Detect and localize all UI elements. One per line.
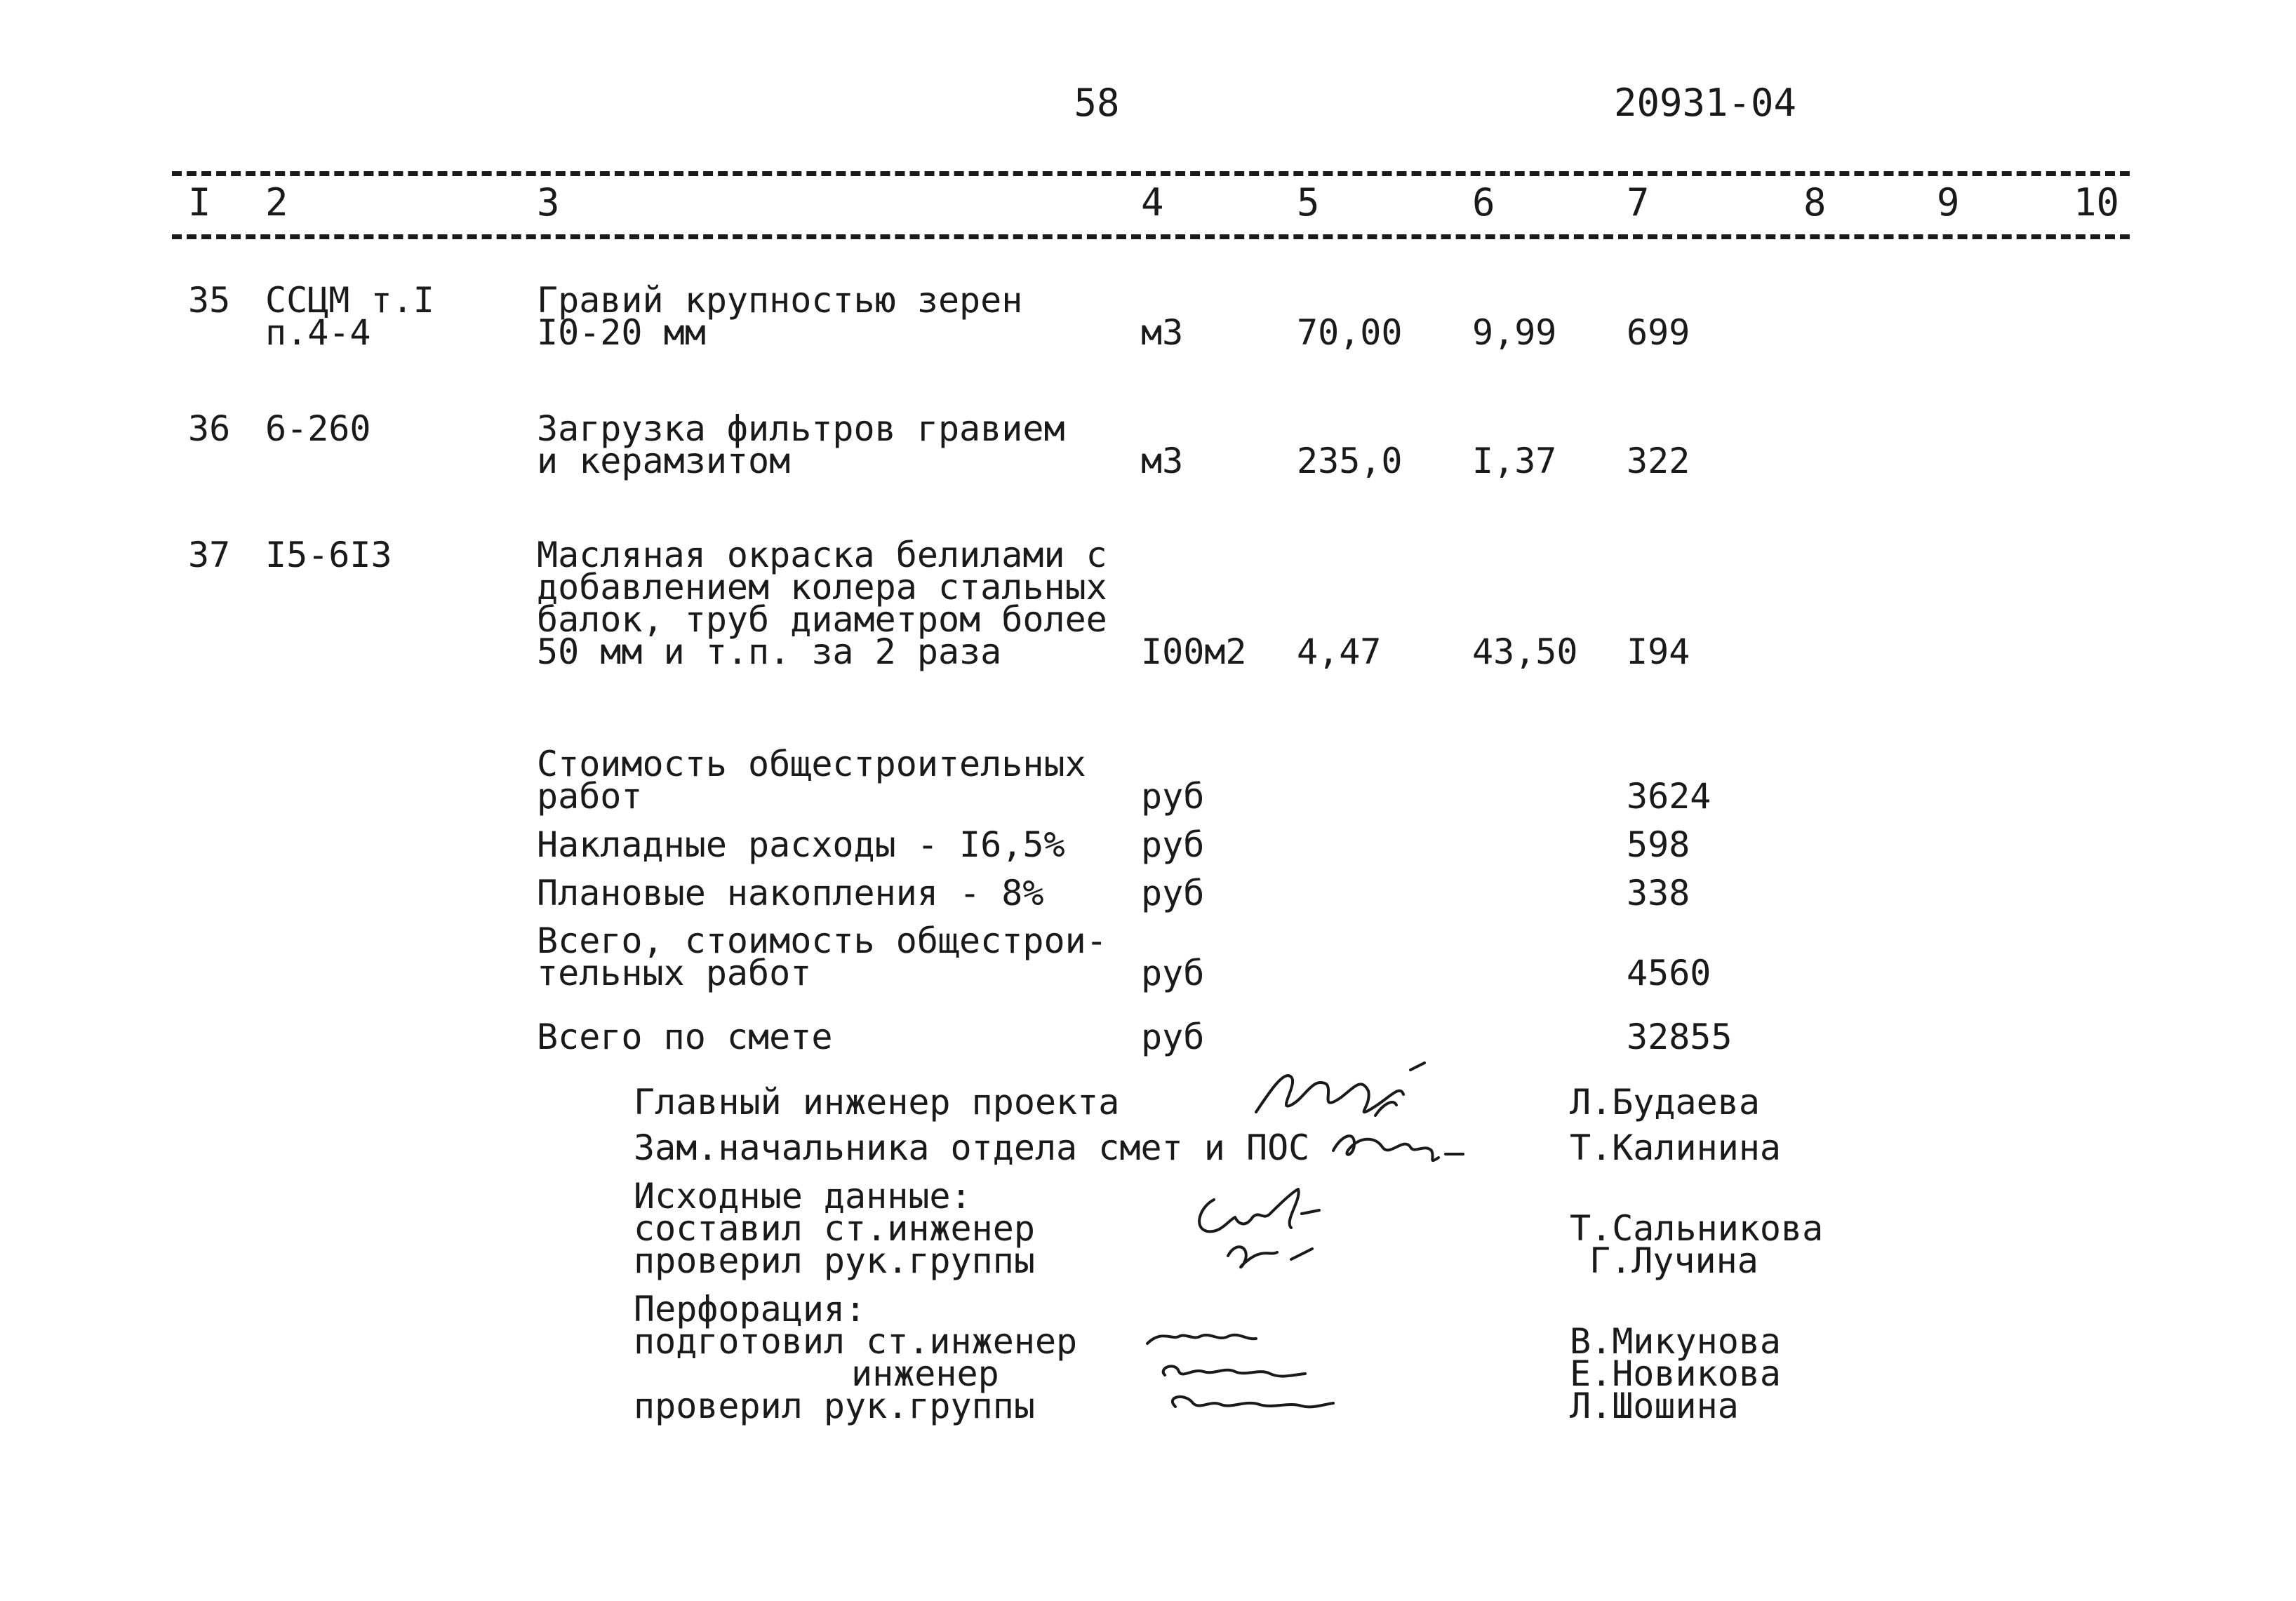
row-total: 699: [1627, 312, 1690, 353]
row-number: 37: [188, 535, 231, 575]
column-header-3: 3: [537, 180, 560, 225]
engineer-title: инженер: [851, 1353, 999, 1394]
column-header-10: 10: [2074, 180, 2120, 225]
summary-label-line: тельных работ: [537, 953, 812, 993]
summary-unit: руб: [1141, 824, 1205, 865]
row-code-line: п.4-4: [265, 312, 371, 353]
row-number: 36: [188, 408, 231, 449]
summary-value: 338: [1627, 873, 1690, 913]
document-number: 20931-04: [1613, 81, 1797, 125]
prepared-name: В.Микунова: [1570, 1321, 1782, 1362]
row-unit-price: 43,50: [1472, 631, 1578, 672]
row-unit: м3: [1141, 441, 1184, 481]
header-bottom-rule: [172, 234, 2130, 239]
row-code-line: I5-6I3: [265, 535, 392, 575]
column-header-8: 8: [1803, 180, 1827, 225]
chief-engineer-title: Главный инженер проекта: [634, 1082, 1120, 1123]
column-header-6: 6: [1472, 180, 1495, 225]
column-header-9: 9: [1937, 180, 1960, 225]
summary-value: 4560: [1627, 953, 1711, 993]
summary-label-line: Всего по смете: [537, 1017, 833, 1057]
summary-unit: руб: [1141, 873, 1205, 913]
row-description-line: балок, труб диаметром более: [537, 599, 1107, 640]
row-total: I94: [1627, 631, 1690, 672]
summary-unit: руб: [1141, 953, 1205, 993]
row-unit-price: 9,99: [1472, 312, 1557, 353]
signature-kalinina-image: [1326, 1116, 1467, 1172]
row-unit: м3: [1141, 312, 1184, 353]
signature-perforation-image: [1144, 1319, 1375, 1424]
summary-unit: руб: [1141, 1017, 1205, 1057]
column-header-2: 2: [265, 180, 288, 225]
engineer-name: Е.Новикова: [1570, 1353, 1782, 1394]
compiled-title: составил ст.инженер: [634, 1208, 1035, 1249]
row-description-line: Масляная окраска белилами с: [537, 535, 1107, 575]
row-quantity: 70,00: [1297, 312, 1403, 353]
summary-label-line: Накладные расходы - I6,5%: [537, 824, 1065, 865]
deputy-title: Зам.начальника отдела смет и ПОС: [634, 1127, 1310, 1168]
row-number: 35: [188, 280, 231, 321]
signature-salnikova-image: [1186, 1179, 1333, 1277]
row-unit-price: I,37: [1472, 441, 1557, 481]
summary-unit: руб: [1141, 776, 1205, 817]
header-top-rule: [172, 171, 2130, 176]
summary-value: 3624: [1627, 776, 1711, 817]
checked-title: проверил рук.группы: [634, 1240, 1035, 1281]
summary-value: 32855: [1627, 1017, 1733, 1057]
row-description-line: Загрузка фильтров гравием: [537, 408, 1065, 449]
row-code-line: 6-260: [265, 408, 371, 449]
deputy-name: Т.Калинина: [1570, 1127, 1782, 1168]
row-description-line: Гравий крупностью зерен: [537, 280, 1023, 321]
row-description-line: I0-20 мм: [537, 312, 706, 353]
checked-name: Г.Лучина: [1589, 1240, 1758, 1281]
compiled-name: Т.Сальникова: [1570, 1208, 1824, 1249]
prepared-title: подготовил ст.инженер: [634, 1321, 1078, 1362]
column-header-4: 4: [1141, 180, 1164, 225]
row-total: 322: [1627, 441, 1690, 481]
summary-label-line: Стоимость общестроительных: [537, 744, 1086, 784]
row-quantity: 4,47: [1297, 631, 1382, 672]
page-number: 58: [1074, 81, 1120, 125]
summary-value: 598: [1627, 824, 1690, 865]
row-description-line: 50 мм и т.п. за 2 раза: [537, 631, 1002, 672]
summary-label-line: Плановые накопления - 8%: [537, 873, 1044, 913]
column-header-7: 7: [1627, 180, 1650, 225]
summary-label-line: работ: [537, 776, 643, 817]
source-data-heading: Исходные данные:: [634, 1176, 972, 1217]
column-header-1: I: [188, 180, 211, 225]
column-header-5: 5: [1297, 180, 1320, 225]
row-quantity: 235,0: [1297, 441, 1403, 481]
perforation-heading: Перфорация:: [634, 1289, 867, 1329]
row-unit: I00м2: [1141, 631, 1247, 672]
row-description-line: добавлением колера стальных: [537, 567, 1107, 608]
chief-engineer-name: Л.Будаева: [1570, 1082, 1760, 1123]
perf-checked-name: Л.Шошина: [1570, 1386, 1739, 1426]
summary-label-line: Всего, стоимость общестрои-: [537, 920, 1107, 961]
row-code-line: ССЦМ т.I: [265, 280, 434, 321]
row-description-line: и керамзитом: [537, 441, 791, 481]
perf-checked-title: проверил рук.группы: [634, 1386, 1035, 1426]
